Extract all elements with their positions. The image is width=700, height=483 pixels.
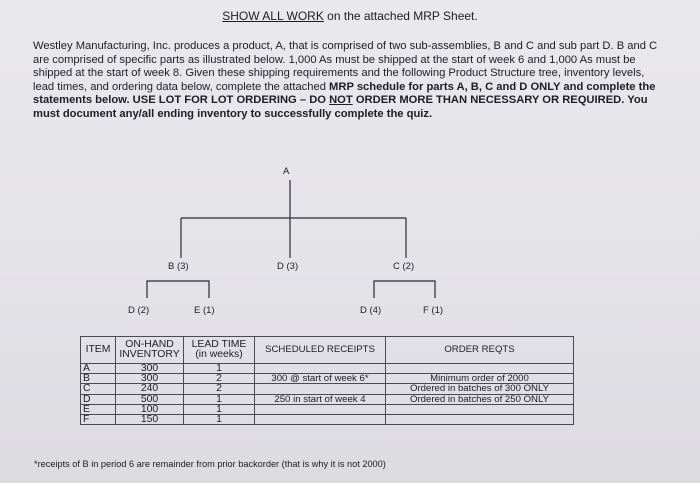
cell-order — [386, 404, 574, 414]
tree-node-a: A — [283, 166, 290, 177]
cell-lead: 2 — [184, 374, 255, 384]
cell-item: F — [81, 414, 116, 424]
tree-node-c-d: D (4) — [360, 305, 382, 316]
inventory-data-table — [80, 336, 574, 425]
cell-order — [386, 364, 574, 374]
heading-rest: on the attached MRP Sheet. — [323, 9, 478, 23]
cell-sched — [255, 404, 386, 414]
table-row — [81, 394, 574, 404]
header-item: ITEM — [81, 337, 116, 364]
header-lead-time: LEAD TIME (in weeks) — [184, 337, 255, 364]
para-normal: Westley Manufacturing, Inc. produces a product, A, that is comprised of two sub-assemblies, B and C and sub part D. B and C are comprised of specific parts as illustrated below. 1,000 As must be shipped at the start of week 6 and 1,000 As must be shipped at the start of week 8. Given these shipping requirements and the following Product Structure tree, inventory levels, lead times, and ordering data below, complete the attached — [33, 40, 658, 93]
cell-sched — [255, 414, 386, 424]
cell-item: C — [81, 384, 116, 394]
para-bold-1: MRP schedule for parts A, B, C and D ONLY and complete the statements below. USE LOT FOR LOT ORDERING – DO — [33, 80, 656, 107]
table-row — [81, 404, 574, 414]
table-row — [81, 414, 574, 424]
para-bold-2: ORDER MORE THAN NECESSARY OR REQUIRED. You must document any/all ending inventory to successfully complete the quiz. — [33, 94, 648, 120]
cell-item: D — [81, 394, 116, 404]
table-header-row — [81, 337, 574, 364]
cell-sched: 300 @ start of week 6* — [255, 374, 386, 384]
cell-order: Ordered in batches of 300 ONLY — [386, 384, 574, 394]
heading-underlined: SHOW ALL WORK — [222, 9, 324, 23]
tree-node-c: C (2) — [393, 261, 415, 272]
tree-node-b-d: D (2) — [128, 305, 150, 316]
table-row — [81, 384, 574, 394]
header-order: ORDER REQTS — [386, 337, 574, 364]
cell-item: A — [81, 364, 116, 374]
header-on-hand: ON-HAND INVENTORY — [116, 337, 184, 364]
tree-node-d-level1: D (3) — [277, 261, 299, 272]
tree-node-c-f: F (1) — [423, 305, 444, 316]
tree-b-bracket — [147, 281, 209, 298]
table-row — [81, 374, 574, 384]
table-row — [81, 364, 574, 374]
cell-on-hand: 150 — [116, 414, 184, 424]
tree-node-b-e: E (1) — [194, 305, 215, 316]
cell-on-hand: 240 — [116, 384, 184, 394]
cell-order: Ordered in batches of 250 ONLY — [386, 394, 574, 404]
cell-sched: 250 in start of week 4 — [255, 394, 386, 404]
tree-node-b: B (3) — [168, 261, 189, 272]
cell-lead: 1 — [184, 414, 255, 424]
cell-sched — [255, 384, 386, 394]
cell-on-hand: 300 — [116, 364, 184, 374]
cell-lead: 1 — [184, 394, 255, 404]
cell-lead: 2 — [184, 384, 255, 394]
para-bold-not: NOT — [329, 94, 353, 107]
cell-order — [386, 414, 574, 424]
cell-sched — [255, 364, 386, 374]
cell-item: E — [81, 404, 116, 414]
cell-on-hand: 500 — [116, 394, 184, 404]
cell-on-hand: 100 — [116, 404, 184, 414]
tree-c-bracket — [374, 281, 435, 298]
cell-lead: 1 — [184, 404, 255, 414]
cell-order: Minimum order of 2000 — [386, 374, 574, 384]
cell-item: B — [81, 374, 116, 384]
footnote: *receipts of B in period 6 are remainder from prior backorder (that is why it is not 2000) — [34, 459, 386, 469]
header-scheduled: SCHEDULED RECEIPTS — [255, 337, 386, 364]
cell-on-hand: 300 — [116, 374, 184, 384]
cell-lead: 1 — [184, 364, 255, 374]
